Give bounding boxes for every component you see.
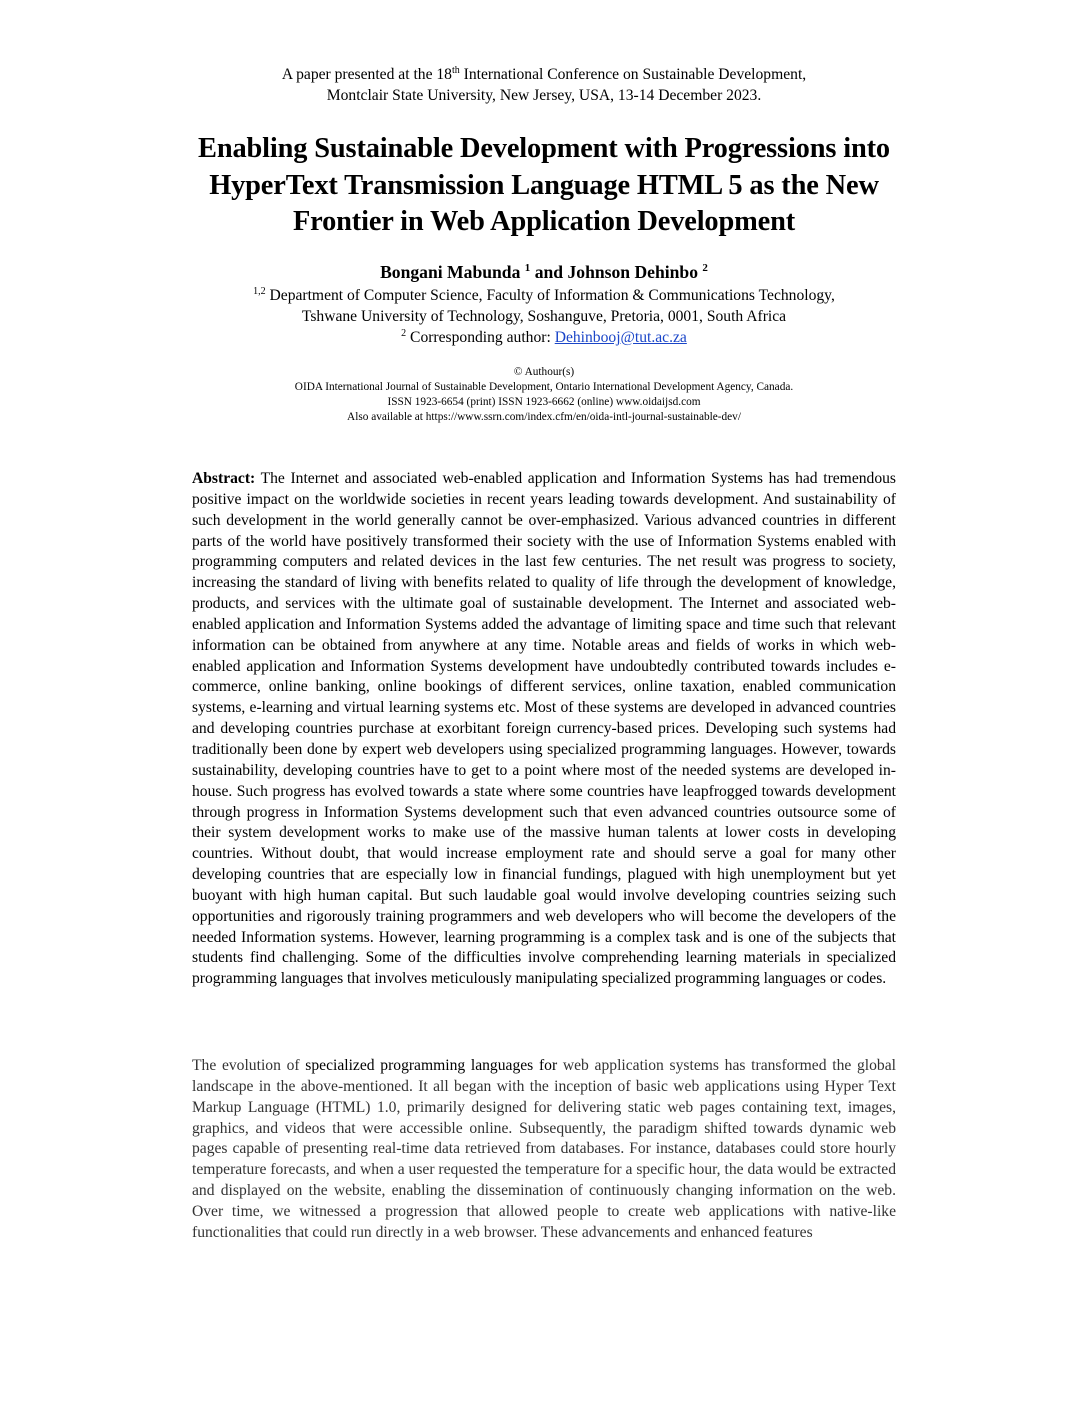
conference-line-1: A paper presented at the 18th International Conference on Sustainable Development, [281,64,807,83]
corresponding-email-link[interactable]: Dehinbooj@tut.ac.za [554,329,687,346]
affiliation-line-1: $^{1,2}$ Department of Computer Science, Faculty of Information & Communications Technology, [253,285,835,304]
journal-line-2: ISSN 1923-6654 (print) ISSN 1923-6662 (online) www.oidaijsd.com [387,396,701,408]
author-2-affil: 2 [702,262,708,275]
author-1: Bongani Mabunda [380,262,521,282]
affiliation-line-2: Tshwane University of Technology, Soshanguve, Pretoria, 0001, South Africa [301,308,787,325]
affiliation [140,285,948,348]
body-highlight: specialized programming languages for [305,1057,558,1074]
body-paragraph: The evolution of specialized programming languages for web application systems has transformed the global landscape in the above-mentioned. It all began with the inception of basic web applications using Hyper Text Markup Language (HTML) 1.0, primarily designed for delivering static web pages containing text, images, graphics, and videos that were accessible online. Subsequently, the paradigm shifted towards dynamic web pages capable of presenting real-time data retrieved from databases. For instance, databases could store hourly temperature forecasts, and when a user requested the temperature for a specific hour, the data would be extracted and displayed on the website, enabling the dissemination of continuously changing information on the web. Over time, we witnessed a progression that allowed people to create web applications with native-like functionalities that could run directly in a web browser. These advancements and enhanced features [192,1057,896,1241]
paper-title [120,131,968,241]
abstract-label: Abstract: [192,470,256,487]
corresponding-author: $^2$ Corresponding author: Dehinbooj@tut.ac.za [401,327,687,346]
abstract-text: The Internet and associated web-enabled application and Information Systems has had tremendous positive impact on the worldwide societies in recent years leading towards development. And sustainability of such development in the world generally cannot be over-emphasized. Various advanced countries in different parts of the world have positively transformed their society with the use of Information Systems enabled with programming computers and related devices in the last few centuries. The net result was progress to society, increasing the standard of living with benefits related to quality of life through the development of knowledge, products, and services with the ultimate goal of sustainable development. The Internet and associated web-enabled application and Information Systems added the advantage of limiting space and time such that relevant information can be obtained from anywhere at any time. Notable areas and fields of works in which web-enabled application and Information Systems development have undoubtedly contributed towards includes e-commerce, online banking, online bookings of different services, online taxation, enabled communication systems, e-learning and virtual learning systems etc. Most of these systems are developed in advanced countries and developing countries purchase at exorbitant foreign currency-based prices. Developing such systems had traditionally been done by expert web developers using specialized programming languages. However, towards sustainability, developing countries have to get to a point where most of the needed systems are developed in-house. Such progress has evolved towards a state where some countries have leapfrogged towards development through progress in Information Systems development such that even advanced countries outsource some of their system development works to make use of the massive human talents at lower costs in developing countries. Without doubt, that would increase employment rate and should serve a goal for many other developing countries that are especially low in financial fundings, plagued with high unemployment but yet buoyant with high human capital. But such laudable goal would involve developing countries seizing such opportunities and rigorously training programmers and web developers who will become the developers of the needed Information systems. However, learning programming is a complex task and is one of the subjects that students find challenging. Some of the difficulties involve comprehending learning materials in specialized programming languages that involves meticulously manipulating specialized programming languages or codes. [192,470,896,988]
author-2: Johnson Dehinbo [567,262,699,282]
title-line-1: Enabling Sustainable Development with Progressions into [198,133,890,164]
conference-line-2: Montclair State University, New Jersey, USA, 13-14 December 2023. [326,87,762,104]
author-list: Bongani Mabunda $^1$ and Johnson Dehinbo $^2$ [380,262,708,282]
abstract [192,469,896,990]
title-line-2: HyperText Transmission Language HTML 5 as the New [209,169,879,201]
conference-header [140,64,948,106]
journal-info [140,365,948,425]
title-line-3: Frontier in Web Application Development [292,206,796,237]
journal-line-3: Also available at https://www.ssrn.com/index.cfm/en/oida-intl-journal-sustainable-dev/ [347,411,741,423]
author-1-affil: 1 [524,262,531,275]
journal-line-1: OIDA International Journal of Sustainable Development, Ontario International Development Agency, Canada. [294,381,794,393]
copyright-line: © Authour(s) [513,366,575,378]
